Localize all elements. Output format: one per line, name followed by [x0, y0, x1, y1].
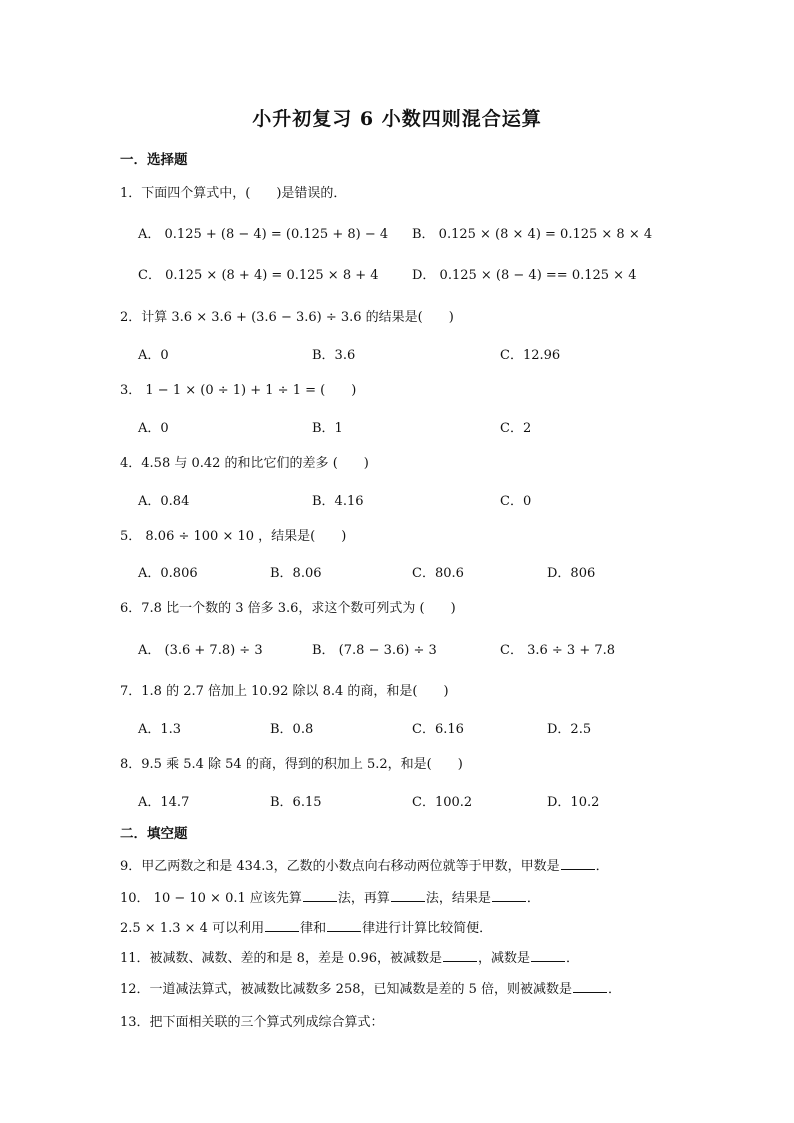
question-10-text-3: 法，结果是	[425, 891, 491, 906]
question-7-option-c: C．6.16	[412, 722, 464, 737]
question-5-option-d: D．806	[547, 566, 596, 581]
question-12-end: ．	[608, 982, 622, 997]
question-1-option-c: C． 0.125 × (8 + 4) = 0.125 × 8 + 4	[138, 268, 379, 283]
question-5-option-b: B．8.06	[270, 566, 322, 581]
question-7-option-b: B．0.8	[270, 722, 314, 737]
question-6-option-c: C． 3.6 ÷ 3 + 7.8	[500, 643, 616, 658]
question-6-stem: 6．7.8 比一个数的 3 倍多 3.6，求这个数可列式为 ( )	[120, 601, 456, 616]
question-2-option-c: C．12.96	[500, 348, 561, 363]
answer-blank[interactable]	[492, 889, 526, 902]
question-9-end: ．	[595, 859, 609, 874]
question-11-text-2: ，减数是	[478, 951, 531, 966]
question-6-option-a: A． (3.6 + 7.8) ÷ 3	[138, 643, 263, 658]
answer-blank[interactable]	[443, 949, 477, 962]
question-7-option-d: D．2.5	[547, 722, 592, 737]
question-8-option-b: B．6.15	[270, 795, 322, 810]
question-3-option-a: A．0	[138, 421, 169, 436]
question-4-option-a: A．0.84	[138, 494, 190, 509]
question-9	[120, 855, 609, 874]
section-fill-heading: 二．填空题	[120, 826, 188, 842]
question-8-option-a: A．14.7	[138, 795, 190, 810]
question-10b-end: 律进行计算比较简便．	[362, 921, 493, 936]
question-10b-text-2: 律和	[300, 921, 327, 936]
question-1-stem: 1．下面四个算式中，( )是错误的．	[120, 186, 347, 201]
page-title: 小升初复习 6 小数四则混合运算	[252, 108, 542, 130]
question-8-option-c: C．100.2	[412, 795, 473, 810]
question-6-option-b: B． (7.8 − 3.6) ÷ 3	[312, 643, 437, 658]
question-10-part-2	[120, 917, 492, 936]
question-4-stem: 4．4.58 与 0.42 的和比它们的差多 ( )	[120, 456, 369, 471]
answer-blank[interactable]	[561, 857, 595, 870]
question-7-stem: 7．1.8 的 2.7 倍加上 10.92 除以 8.4 的商，和是( )	[120, 684, 449, 699]
answer-blank[interactable]	[531, 949, 565, 962]
question-7-option-a: A．1.3	[138, 722, 182, 737]
question-9-text: 9．甲乙两数之和是 434.3，乙数的小数点向右移动两位就等于甲数，甲数是	[120, 859, 560, 874]
question-12	[120, 978, 621, 997]
question-2-option-a: A．0	[138, 348, 169, 363]
question-2-stem: 2．计算 3.6 × 3.6 + (3.6 − 3.6) ÷ 3.6 的结果是( )	[120, 310, 454, 325]
question-11-text: 11．被减数、减数、差的和是 8，差是 0.96，被减数是	[120, 951, 443, 966]
question-3-option-c: C．2	[500, 421, 532, 436]
question-5-stem: 5． 8.06 ÷ 100 × 10 ，结果是( )	[120, 529, 347, 544]
question-10-text: 10． 10 − 10 × 0.1 应该先算	[120, 891, 302, 906]
section-choice-heading: 一．选择题	[120, 152, 188, 168]
question-1-option-d: D． 0.125 × (8 − 4) == 0.125 × 4	[412, 268, 637, 283]
question-8-option-d: D．10.2	[547, 795, 600, 810]
answer-blank[interactable]	[265, 919, 299, 932]
question-2-option-b: B．3.6	[312, 348, 356, 363]
question-1-option-b: B． 0.125 × (8 × 4) = 0.125 × 8 × 4	[412, 227, 653, 242]
question-4-option-b: B．4.16	[312, 494, 364, 509]
question-12-text: 12．一道减法算式，被减数比减数多 258，已知减数是差的 5 倍，则被减数是	[120, 982, 573, 997]
answer-blank[interactable]	[327, 919, 361, 932]
answer-blank[interactable]	[573, 980, 607, 993]
question-4-option-c: C．0	[500, 494, 532, 509]
question-8-stem: 8．9.5 乘 5.4 除 54 的商，得到的积加上 5.2，和是( )	[120, 757, 463, 772]
answer-blank[interactable]	[391, 889, 425, 902]
question-1-option-a: A． 0.125 + (8 − 4) = (0.125 + 8) − 4	[138, 227, 389, 242]
question-13-stem: 13．把下面相关联的三个算式列成综合算式：	[120, 1015, 384, 1030]
question-10	[120, 887, 540, 906]
question-3-stem: 3． 1 − 1 × (0 ÷ 1) + 1 ÷ 1 = ( )	[120, 383, 357, 398]
question-10-text-2: 法，再算	[337, 891, 390, 906]
question-11	[120, 947, 579, 966]
question-5-option-c: C．80.6	[412, 566, 464, 581]
question-10b-text: 2.5 × 1.3 × 4 可以利用	[120, 921, 265, 936]
question-10-end: ．	[526, 891, 540, 906]
question-11-end: ．	[566, 951, 580, 966]
question-3-option-b: B．1	[312, 421, 343, 436]
question-5-option-a: A．0.806	[138, 566, 198, 581]
answer-blank[interactable]	[303, 889, 337, 902]
